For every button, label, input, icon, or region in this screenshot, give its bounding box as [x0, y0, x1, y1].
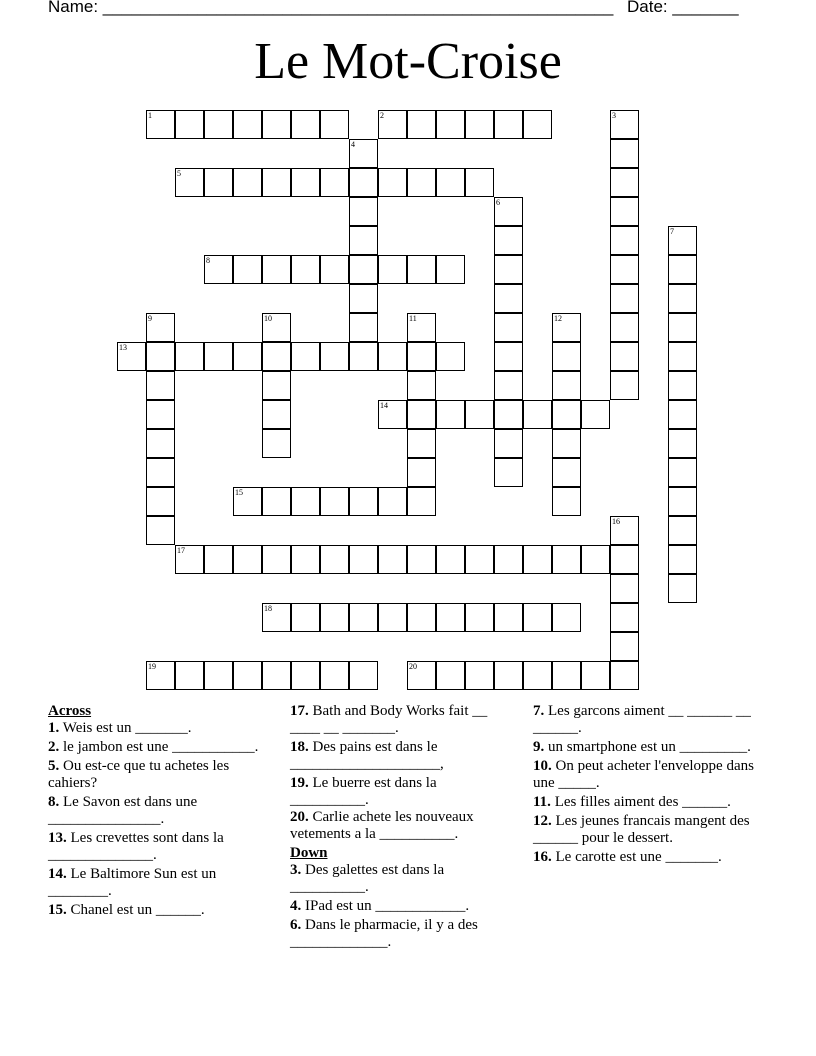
clue-number-label: 1	[148, 111, 152, 120]
crossword-cell[interactable]	[233, 545, 262, 574]
clue-number-label: 20	[409, 662, 417, 671]
clue-number: 16.	[533, 849, 552, 865]
crossword-cell[interactable]	[378, 342, 407, 371]
crossword-cell[interactable]	[494, 371, 523, 400]
crossword-cell[interactable]	[436, 661, 465, 690]
crossword-cell[interactable]	[668, 313, 697, 342]
crossword-cell[interactable]	[407, 661, 436, 690]
crossword-cell[interactable]	[291, 603, 320, 632]
crossword-cell[interactable]	[494, 226, 523, 255]
clue-text: Les filles aiment des ______.	[554, 794, 731, 810]
crossword-cell[interactable]	[233, 661, 262, 690]
clue-number: 18.	[290, 739, 309, 755]
crossword-cell[interactable]	[494, 603, 523, 632]
crossword-cell[interactable]	[378, 400, 407, 429]
crossword-cell[interactable]	[494, 458, 523, 487]
crossword-cell[interactable]	[204, 545, 233, 574]
crossword-cell[interactable]	[523, 661, 552, 690]
clue-down-4	[290, 898, 510, 915]
crossword-cell[interactable]	[291, 342, 320, 371]
clue-number: 17.	[290, 703, 309, 719]
clue-number: 19.	[290, 775, 309, 791]
crossword-cell[interactable]	[465, 545, 494, 574]
crossword-cell[interactable]	[291, 487, 320, 516]
crossword-cell[interactable]	[262, 661, 291, 690]
crossword-cell[interactable]	[204, 661, 233, 690]
crossword-cell[interactable]	[552, 400, 581, 429]
crossword-cell[interactable]	[407, 545, 436, 574]
clue-across-8	[48, 794, 270, 828]
crossword-cell[interactable]	[320, 603, 349, 632]
crossword-cell[interactable]	[146, 110, 175, 139]
clue-text: Weis est un _______.	[62, 720, 192, 736]
crossword-cell[interactable]	[378, 110, 407, 139]
crossword-cell[interactable]	[117, 342, 146, 371]
crossword-cell[interactable]	[407, 429, 436, 458]
crossword-cell[interactable]	[407, 487, 436, 516]
crossword-cell[interactable]	[436, 603, 465, 632]
crossword-cell[interactable]	[552, 458, 581, 487]
crossword-cell[interactable]	[610, 255, 639, 284]
crossword-cell[interactable]	[349, 284, 378, 313]
clue-number-label: 18	[264, 604, 272, 613]
clue-number-label: 10	[264, 314, 272, 323]
clue-text: Le buerre est dans la __________.	[290, 775, 437, 808]
clue-number: 13.	[48, 830, 67, 846]
across-heading: Across	[48, 703, 92, 719]
crossword-cell[interactable]	[610, 342, 639, 371]
clue-number: 20.	[290, 809, 309, 825]
clue-down-9	[533, 739, 763, 756]
clue-number: 5.	[48, 758, 60, 774]
clue-number-label: 9	[148, 314, 152, 323]
clue-across-14	[48, 866, 270, 900]
crossword-cell[interactable]	[146, 458, 175, 487]
clue-text: On peut acheter l'enveloppe dans une _____.	[533, 758, 754, 791]
crossword-cell[interactable]	[146, 371, 175, 400]
clue-number-label: 4	[351, 140, 355, 149]
crossword-cell[interactable]	[668, 458, 697, 487]
clue-number-label: 13	[119, 343, 127, 352]
clues-column-1	[48, 703, 270, 921]
crossword-cell[interactable]	[349, 603, 378, 632]
crossword-cell[interactable]	[233, 110, 262, 139]
crossword-cell[interactable]	[436, 342, 465, 371]
crossword-cell[interactable]	[581, 545, 610, 574]
clue-across-2	[48, 739, 270, 756]
crossword-cell[interactable]	[465, 603, 494, 632]
crossword-cell[interactable]	[204, 342, 233, 371]
crossword-cell[interactable]	[262, 313, 291, 342]
crossword-cell[interactable]	[610, 197, 639, 226]
crossword-cell[interactable]	[262, 429, 291, 458]
crossword-cell[interactable]	[233, 255, 262, 284]
clue-number: 10.	[533, 758, 552, 774]
crossword-cell[interactable]	[523, 400, 552, 429]
crossword-cell[interactable]	[349, 545, 378, 574]
crossword-cell[interactable]	[291, 661, 320, 690]
clue-number: 6.	[290, 917, 302, 933]
crossword-cell[interactable]	[378, 168, 407, 197]
crossword-cell[interactable]	[668, 400, 697, 429]
crossword-cell[interactable]	[610, 284, 639, 313]
clue-number-label: 14	[380, 401, 388, 410]
crossword-cell[interactable]	[146, 661, 175, 690]
crossword-cell[interactable]	[465, 661, 494, 690]
crossword-cell[interactable]	[668, 371, 697, 400]
clue-number-label: 11	[409, 314, 417, 323]
crossword-cell[interactable]	[552, 342, 581, 371]
clues-column-2	[290, 703, 510, 953]
clue-text: Les jeunes francais mangent des ______ pour le dessert.	[533, 813, 750, 846]
crossword-cell[interactable]	[552, 487, 581, 516]
clue-down-3	[290, 862, 510, 896]
crossword-cell[interactable]	[668, 255, 697, 284]
clue-number-label: 7	[670, 227, 674, 236]
clue-number: 2.	[48, 739, 60, 755]
crossword-cell[interactable]	[552, 371, 581, 400]
crossword-cell[interactable]	[523, 545, 552, 574]
crossword-cell[interactable]	[320, 255, 349, 284]
crossword-cell[interactable]	[668, 429, 697, 458]
clue-down-6	[290, 917, 510, 951]
crossword-cell[interactable]	[262, 342, 291, 371]
crossword-cell[interactable]	[349, 342, 378, 371]
crossword-cell[interactable]	[146, 487, 175, 516]
crossword-cell[interactable]	[349, 168, 378, 197]
crossword-cell[interactable]	[407, 603, 436, 632]
crossword-cell[interactable]	[262, 603, 291, 632]
crossword-cell[interactable]	[581, 400, 610, 429]
clue-text: IPad est un ____________.	[305, 898, 470, 914]
clue-number: 8.	[48, 794, 60, 810]
crossword-cell[interactable]	[407, 371, 436, 400]
crossword-cell[interactable]	[668, 342, 697, 371]
crossword-cell[interactable]	[436, 400, 465, 429]
clue-down-7	[533, 703, 763, 737]
crossword-cell[interactable]	[262, 371, 291, 400]
clue-number-label: 2	[380, 111, 384, 120]
crossword-cell[interactable]	[552, 313, 581, 342]
clue-text: Chanel est un ______.	[70, 902, 205, 918]
clue-text: un smartphone est un _________.	[548, 739, 751, 755]
crossword-cell[interactable]	[233, 168, 262, 197]
crossword-cell[interactable]	[407, 313, 436, 342]
crossword-cell[interactable]	[610, 139, 639, 168]
crossword-cell[interactable]	[610, 313, 639, 342]
clue-text: Bath and Body Works fait __ ____ __ _______.	[290, 703, 488, 736]
crossword-cell[interactable]	[465, 400, 494, 429]
crossword-cell[interactable]	[175, 342, 204, 371]
crossword-cell[interactable]	[668, 284, 697, 313]
clue-number: 3.	[290, 862, 302, 878]
crossword-cell[interactable]	[465, 168, 494, 197]
crossword-cell[interactable]	[349, 487, 378, 516]
crossword-cell[interactable]	[465, 110, 494, 139]
clue-number-label: 17	[177, 546, 185, 555]
clues-column-3	[533, 703, 763, 868]
crossword-cell[interactable]	[552, 603, 581, 632]
crossword-cell[interactable]	[436, 168, 465, 197]
crossword-cell[interactable]	[233, 487, 262, 516]
crossword-cell[interactable]	[378, 487, 407, 516]
clue-number-label: 5	[177, 169, 181, 178]
clue-text: le jambon est une ___________.	[63, 739, 259, 755]
crossword-cell[interactable]	[175, 661, 204, 690]
crossword-cell[interactable]	[175, 545, 204, 574]
crossword-cell[interactable]	[320, 168, 349, 197]
crossword-cell[interactable]	[349, 139, 378, 168]
clue-number-label: 16	[612, 517, 620, 526]
clue-number-label: 3	[612, 111, 616, 120]
clue-text: Ou est-ce que tu achetes les cahiers?	[48, 758, 230, 791]
clue-text: Des pains est dans le ____________________,	[290, 739, 444, 772]
clue-text: Le carotte est une _______.	[555, 849, 722, 865]
crossword-cell[interactable]	[320, 487, 349, 516]
clue-number: 15.	[48, 902, 67, 918]
crossword-cell[interactable]	[494, 284, 523, 313]
clue-number-label: 19	[148, 662, 156, 671]
clue-number: 9.	[533, 739, 545, 755]
crossword-cell[interactable]	[610, 226, 639, 255]
crossword-cell[interactable]	[407, 400, 436, 429]
crossword-cell[interactable]	[233, 342, 262, 371]
clue-across-19	[290, 775, 510, 809]
clue-number-label: 6	[496, 198, 500, 207]
crossword-cell[interactable]	[320, 342, 349, 371]
crossword-cell[interactable]	[349, 255, 378, 284]
clue-number: 12.	[533, 813, 552, 829]
crossword-cell[interactable]	[262, 110, 291, 139]
crossword-cell[interactable]	[175, 110, 204, 139]
crossword-cell[interactable]	[668, 226, 697, 255]
crossword-cell[interactable]	[494, 400, 523, 429]
crossword-cell[interactable]	[378, 545, 407, 574]
crossword-cell[interactable]	[407, 342, 436, 371]
crossword-cell[interactable]	[436, 545, 465, 574]
crossword-cell[interactable]	[146, 313, 175, 342]
crossword-cell[interactable]	[291, 545, 320, 574]
crossword-cell[interactable]	[349, 226, 378, 255]
crossword-cell[interactable]	[378, 255, 407, 284]
crossword-cell[interactable]	[262, 545, 291, 574]
crossword-cell[interactable]	[291, 168, 320, 197]
clue-down-11	[533, 794, 763, 811]
crossword-cell[interactable]	[494, 429, 523, 458]
crossword-cell[interactable]	[494, 342, 523, 371]
clue-across-13	[48, 830, 270, 864]
crossword-cell[interactable]	[407, 255, 436, 284]
crossword-cell[interactable]	[610, 371, 639, 400]
crossword-cell[interactable]	[262, 487, 291, 516]
crossword-cell[interactable]	[494, 110, 523, 139]
date-field-label: Date: _______	[627, 0, 739, 16]
down-heading: Down	[290, 845, 328, 861]
crossword-cell[interactable]	[349, 197, 378, 226]
crossword-cell[interactable]	[668, 487, 697, 516]
crossword-cell[interactable]	[262, 255, 291, 284]
crossword-cell[interactable]	[349, 313, 378, 342]
crossword-cell[interactable]	[494, 545, 523, 574]
crossword-cell[interactable]	[610, 603, 639, 632]
clue-text: Les garcons aiment __ ______ __ ______.	[533, 703, 751, 736]
clue-number-label: 12	[554, 314, 562, 323]
clue-text: Carlie achete les nouveaux vetements a la __________.	[290, 809, 474, 842]
clue-number: 4.	[290, 898, 302, 914]
clue-number: 11.	[533, 794, 551, 810]
clue-across-5	[48, 758, 270, 792]
crossword-cell[interactable]	[668, 574, 697, 603]
crossword-cell[interactable]	[407, 168, 436, 197]
crossword-cell[interactable]	[378, 603, 407, 632]
clue-across-15	[48, 902, 270, 919]
crossword-cell[interactable]	[610, 574, 639, 603]
crossword-cell[interactable]	[349, 661, 378, 690]
crossword-cell[interactable]	[610, 110, 639, 139]
crossword-cell[interactable]	[552, 429, 581, 458]
clue-number: 14.	[48, 866, 67, 882]
crossword-cell[interactable]	[204, 110, 233, 139]
crossword-cell[interactable]	[262, 168, 291, 197]
page-title: Le Mot-Croise	[254, 33, 562, 90]
clue-across-1	[48, 720, 270, 737]
clue-down-10	[533, 758, 763, 792]
crossword-cell[interactable]	[494, 313, 523, 342]
crossword-cell[interactable]	[610, 516, 639, 545]
clue-across-17	[290, 703, 510, 737]
crossword-cell[interactable]	[436, 255, 465, 284]
crossword-cell[interactable]	[146, 400, 175, 429]
crossword-cell[interactable]	[262, 400, 291, 429]
crossword-cell[interactable]	[407, 110, 436, 139]
crossword-cell[interactable]	[494, 197, 523, 226]
crossword-cell[interactable]	[494, 255, 523, 284]
crossword-cell[interactable]	[668, 545, 697, 574]
crossword-cell[interactable]	[146, 516, 175, 545]
crossword-cell[interactable]	[320, 110, 349, 139]
crossword-cell[interactable]	[494, 661, 523, 690]
crossword-cell[interactable]	[146, 342, 175, 371]
crossword-cell[interactable]	[610, 632, 639, 661]
clue-down-16	[533, 849, 763, 866]
crossword-cell[interactable]	[552, 545, 581, 574]
crossword-cell[interactable]	[320, 545, 349, 574]
clue-text: Des galettes est dans la __________.	[290, 862, 445, 895]
crossword-cell[interactable]	[291, 110, 320, 139]
clue-number-label: 15	[235, 488, 243, 497]
clue-across-20	[290, 809, 510, 843]
clue-text: Le Savon est dans une _______________.	[48, 794, 198, 827]
clue-number: 1.	[48, 720, 60, 736]
clue-number-label: 8	[206, 256, 210, 265]
crossword-cell[interactable]	[523, 603, 552, 632]
crossword-cell[interactable]	[668, 516, 697, 545]
clue-text: Dans le pharmacie, il y a des _____________.	[290, 917, 478, 950]
crossword-cell[interactable]	[610, 545, 639, 574]
crossword-cell[interactable]	[204, 168, 233, 197]
clue-text: Les crevettes sont dans la ______________.	[48, 830, 224, 863]
crossword-cell[interactable]	[146, 429, 175, 458]
crossword-cell[interactable]	[610, 661, 639, 690]
crossword-cell[interactable]	[610, 168, 639, 197]
clue-number: 7.	[533, 703, 545, 719]
crossword-cell[interactable]	[552, 661, 581, 690]
clue-across-18	[290, 739, 510, 773]
crossword-cell[interactable]	[320, 661, 349, 690]
crossword-cell[interactable]	[204, 255, 233, 284]
clue-down-12	[533, 813, 763, 847]
crossword-cell[interactable]	[291, 255, 320, 284]
clue-text: Le Baltimore Sun est un ________.	[48, 866, 217, 899]
crossword-cell[interactable]	[407, 458, 436, 487]
crossword-cell[interactable]	[523, 110, 552, 139]
name-field-label: Name: ______________________________________________________	[48, 0, 614, 16]
crossword-cell[interactable]	[581, 661, 610, 690]
crossword-cell[interactable]	[175, 168, 204, 197]
crossword-cell[interactable]	[436, 110, 465, 139]
